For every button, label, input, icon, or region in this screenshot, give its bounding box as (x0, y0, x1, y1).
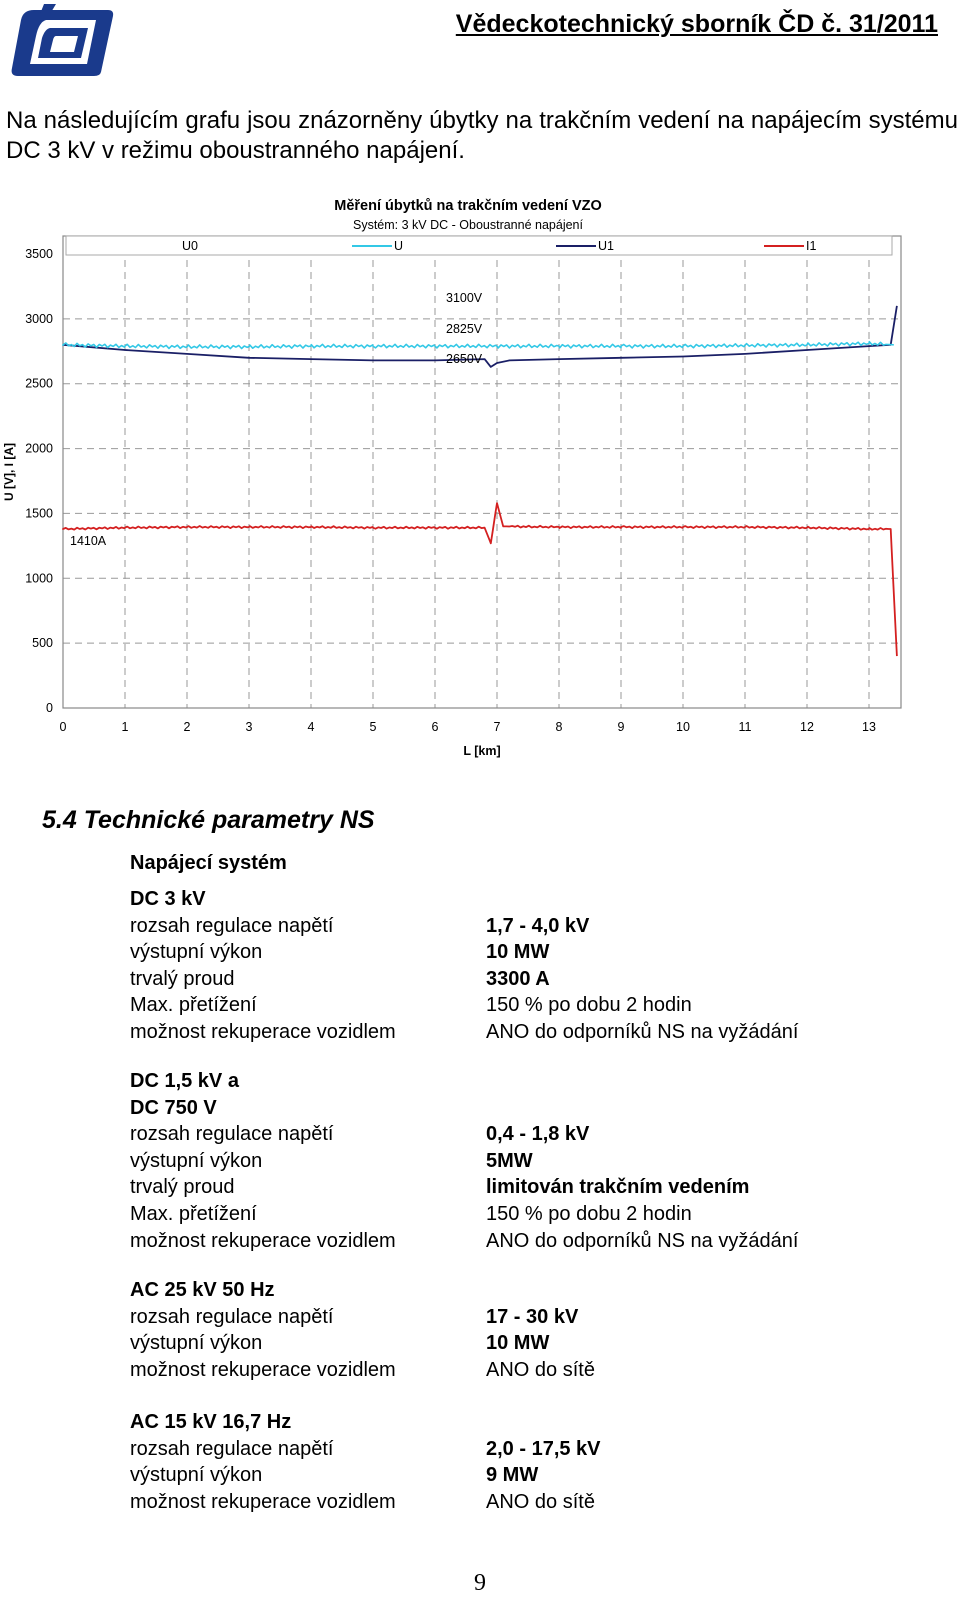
chart-subtitle: Systém: 3 kV DC - Oboustranné napájení (353, 218, 583, 232)
param-row (130, 1019, 950, 1046)
x-tick-label: 5 (369, 720, 377, 734)
annotation-1410a: 1410A (70, 534, 107, 548)
param-row (130, 1330, 950, 1357)
cd-logo (4, 2, 116, 80)
param-value: 3300 A (486, 967, 550, 990)
param-value: 2,0 - 17,5 kV (486, 1437, 601, 1460)
param-label: výstupní výkon (130, 1332, 263, 1355)
x-tick-label: 0 (59, 720, 67, 734)
y-tick-label: 500 (32, 636, 53, 651)
y-tick-label: 1000 (25, 571, 53, 586)
param-row (130, 913, 950, 940)
x-tick-label: 11 (738, 720, 752, 734)
x-tick-label: 6 (431, 720, 439, 734)
group-dc-1-5kv (130, 1068, 950, 1254)
x-tick-label: 12 (800, 720, 814, 734)
param-row (130, 966, 950, 993)
group-heading: AC 15 kV 16,7 Hz (130, 1411, 292, 1433)
param-label: Max. přetížení (130, 1202, 257, 1225)
x-tick-label: 9 (617, 720, 625, 734)
param-value: 150 % po dobu 2 hodin (486, 994, 692, 1017)
param-label: výstupní výkon (130, 941, 263, 964)
param-value: 10 MW (486, 941, 550, 964)
group-heading: DC 3 kV (130, 888, 206, 910)
param-row (130, 1304, 950, 1331)
param-row (130, 1228, 950, 1255)
param-label: možnost rekuperace vozidlem (130, 1358, 396, 1381)
param-label: rozsah regulace napětí (130, 1123, 334, 1146)
param-row (130, 992, 950, 1019)
param-value: ANO do sítě (486, 1490, 595, 1513)
param-value: ANO do odporníků NS na vyžádání (486, 1020, 799, 1043)
param-label: trvalý proud (130, 1176, 235, 1199)
annotation-2650v: 2650V (446, 352, 483, 366)
param-row (130, 1489, 950, 1516)
param-row (130, 1174, 950, 1201)
param-row (130, 1357, 950, 1384)
series-line-u (63, 342, 894, 349)
y-tick-label: 3500 (25, 247, 53, 261)
param-label: rozsah regulace napětí (130, 1437, 334, 1460)
annotation-2825v: 2825V (446, 322, 483, 336)
x-tick-label: 1 (121, 720, 129, 734)
param-value: 150 % po dobu 2 hodin (486, 1202, 692, 1225)
y-axis-ticks (25, 247, 53, 715)
param-label: výstupní výkon (130, 1464, 263, 1487)
param-label: Max. přetížení (130, 994, 257, 1017)
param-value: 17 - 30 kV (486, 1305, 579, 1328)
param-value: ANO do sítě (486, 1358, 595, 1381)
x-axis-label: L [km] (463, 744, 501, 758)
param-label: rozsah regulace napětí (130, 914, 334, 937)
y-tick-label: 2500 (25, 376, 53, 391)
param-label: možnost rekuperace vozidlem (130, 1490, 396, 1513)
chart-title: Měření úbytků na trakčním vedení VZO (334, 198, 602, 214)
param-row (130, 1436, 950, 1463)
param-value: 5MW (486, 1149, 533, 1172)
legend-label-u0: U0 (182, 239, 198, 253)
param-row (130, 1462, 950, 1489)
param-label: výstupní výkon (130, 1149, 263, 1172)
param-value: 1,7 - 4,0 kV (486, 914, 590, 937)
group-heading: DC 750 V (130, 1096, 217, 1119)
param-value: ANO do odporníků NS na vyžádání (486, 1229, 799, 1252)
section-subheading: Napájecí systém (130, 852, 287, 874)
page-number: 9 (474, 1570, 486, 1596)
y-tick-label: 1500 (25, 506, 53, 521)
group-dc-3kv (130, 886, 950, 1046)
group-ac-25kv (130, 1277, 950, 1383)
param-value: 10 MW (486, 1332, 550, 1355)
param-value: 9 MW (486, 1464, 539, 1487)
voltage-drop-chart (0, 190, 960, 780)
x-tick-label: 3 (245, 720, 253, 734)
group-ac-15kv (130, 1409, 950, 1515)
y-tick-label: 2000 (25, 441, 53, 456)
group-heading: DC 1,5 kV a (130, 1070, 239, 1092)
x-tick-label: 13 (862, 720, 876, 734)
intro-paragraph: Na následujícím grafu jsou znázorněny úbytky na trakčním vedení na napájecím systému DC 3 kV v režimu oboustranného napájení. (6, 107, 958, 164)
plot-frame (63, 236, 901, 708)
legend-label-u: U (394, 239, 404, 253)
param-row (130, 1121, 950, 1148)
y-tick-label: 3000 (25, 311, 53, 326)
x-tick-label: 2 (183, 720, 191, 734)
param-row (130, 939, 950, 966)
param-label: trvalý proud (130, 967, 235, 990)
param-row (130, 1201, 950, 1228)
legend-label-i1: I1 (806, 239, 817, 253)
section-title: 5.4 Technické parametry NS (42, 806, 375, 834)
group-heading: AC 25 kV 50 Hz (130, 1279, 275, 1301)
journal-title: Vědeckotechnický sborník ČD č. 31/2011 (455, 10, 938, 38)
y-axis-label: U [V], I [A] (2, 443, 16, 501)
param-label: rozsah regulace napětí (130, 1305, 334, 1328)
param-label: možnost rekuperace vozidlem (130, 1020, 396, 1043)
param-value: limitován trakčním vedením (486, 1176, 750, 1199)
y-tick-label: 0 (46, 701, 53, 715)
legend-label-u1: U1 (598, 239, 614, 253)
x-tick-label: 10 (676, 720, 690, 734)
param-value: 0,4 - 1,8 kV (486, 1123, 590, 1146)
param-row (130, 1148, 950, 1175)
chart-grid (63, 236, 901, 708)
annotation-3100v: 3100V (446, 291, 483, 305)
x-axis-ticks (60, 720, 876, 734)
x-tick-label: 7 (493, 720, 501, 734)
x-tick-label: 8 (555, 720, 563, 734)
x-tick-label: 4 (307, 720, 315, 734)
series-line-i1 (63, 503, 897, 656)
param-label: možnost rekuperace vozidlem (130, 1229, 396, 1252)
